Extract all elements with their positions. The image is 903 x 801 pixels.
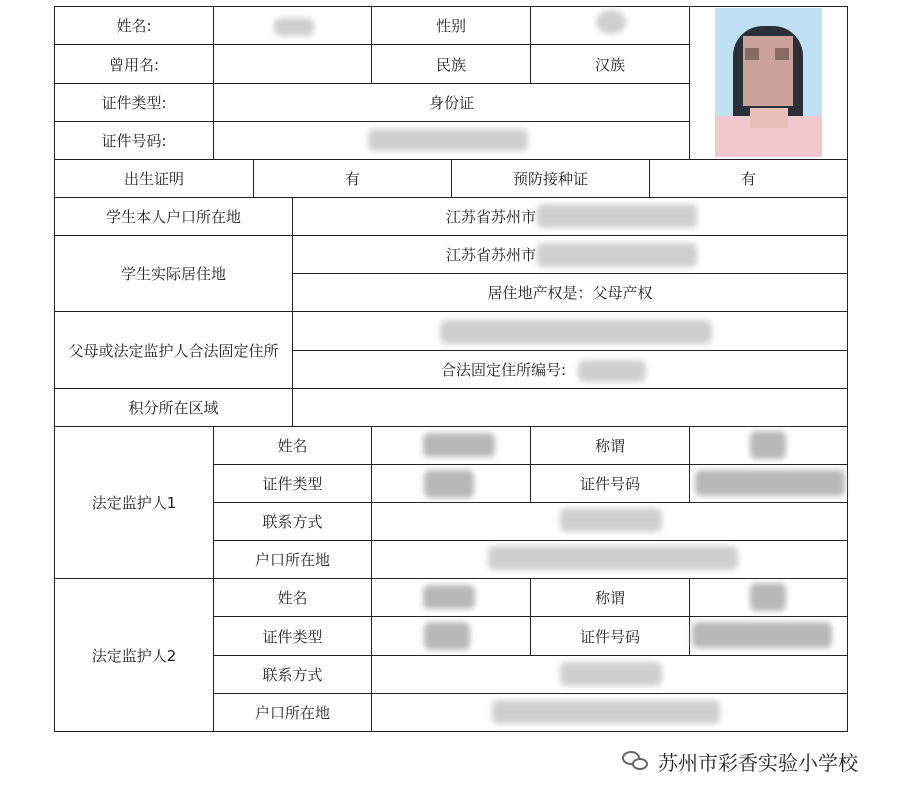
points-area-label: 积分所在区域 [54, 388, 293, 427]
redaction-id-number [368, 129, 528, 151]
redaction-g2-name [423, 585, 475, 609]
guardian2-relation-label: 称谓 [530, 578, 690, 617]
vaccine-cert-label: 预防接种证 [451, 159, 650, 198]
residence-number-label: 合法固定住所编号: [441, 361, 567, 379]
redaction-g1-id-type [424, 470, 474, 498]
wechat-icon [622, 749, 650, 773]
watermark [622, 746, 858, 776]
id-number-label: 证件号码: [54, 121, 214, 160]
student-photo [715, 8, 822, 157]
guardian1-section-label: 法定监护人1 [54, 426, 214, 579]
guardian1-hukou-label: 户口所在地 [213, 540, 372, 579]
guardian2-contact-label: 联系方式 [213, 655, 372, 694]
hukou-label: 学生本人户口所在地 [54, 197, 293, 236]
ethnicity-label: 民族 [371, 44, 531, 84]
birth-cert-label: 出生证明 [54, 159, 254, 198]
vaccine-cert-value: 有 [649, 159, 848, 198]
gender-label: 性别 [371, 6, 531, 45]
guardian1-relation-label: 称谓 [530, 426, 690, 465]
former-name-label: 曾用名: [54, 44, 214, 84]
residence-label: 学生实际居住地 [54, 235, 293, 312]
guardian-residence-label: 父母或法定监护人合法固定住所 [54, 311, 293, 389]
guardian1-name-label: 姓名 [213, 426, 372, 465]
id-type-value: 身份证 [213, 83, 690, 122]
guardian2-id-number-label: 证件号码 [530, 616, 690, 656]
redaction-g1-hukou [488, 546, 738, 570]
id-type-label: 证件类型: [54, 83, 214, 122]
guardian1-id-number-label: 证件号码 [530, 464, 690, 503]
hukou-value-text: 江苏省苏州市 [446, 208, 537, 226]
guardian1-contact-label: 联系方式 [213, 502, 372, 541]
redaction-g2-contact [560, 662, 662, 686]
property-ownership: 居住地产权是：父母产权 [292, 273, 848, 312]
redaction-g1-contact [560, 508, 662, 532]
redaction-gender [596, 10, 626, 34]
guardian2-section-label: 法定监护人2 [54, 578, 214, 732]
redaction-g2-id-number [692, 622, 832, 648]
redaction-residence [537, 243, 697, 267]
name-label: 姓名: [54, 6, 214, 45]
watermark-text: 苏州市彩香实验小学校 [658, 750, 858, 775]
redaction-g1-relation [750, 431, 786, 459]
points-area-value [292, 388, 848, 427]
redaction-guardian-residence [440, 320, 712, 344]
guardian2-name-label: 姓名 [213, 578, 372, 617]
residence-number [292, 350, 848, 389]
redaction-hukou [537, 204, 697, 228]
redaction-residence-number [578, 360, 646, 382]
residence-value-text: 江苏省苏州市 [446, 246, 537, 264]
redaction-g2-relation [750, 583, 786, 611]
guardian2-id-type-label: 证件类型 [213, 616, 372, 656]
redaction-g1-name [423, 433, 495, 457]
redaction-g1-id-number [695, 470, 845, 496]
redaction-name [274, 18, 314, 36]
guardian1-id-type-label: 证件类型 [213, 464, 372, 503]
redaction-g2-id-type [424, 622, 470, 650]
redaction-g2-hukou [492, 700, 720, 724]
guardian2-hukou-label: 户口所在地 [213, 693, 372, 732]
ethnicity-value: 汉族 [530, 44, 690, 84]
birth-cert-value: 有 [253, 159, 452, 198]
former-name-value [213, 44, 372, 84]
